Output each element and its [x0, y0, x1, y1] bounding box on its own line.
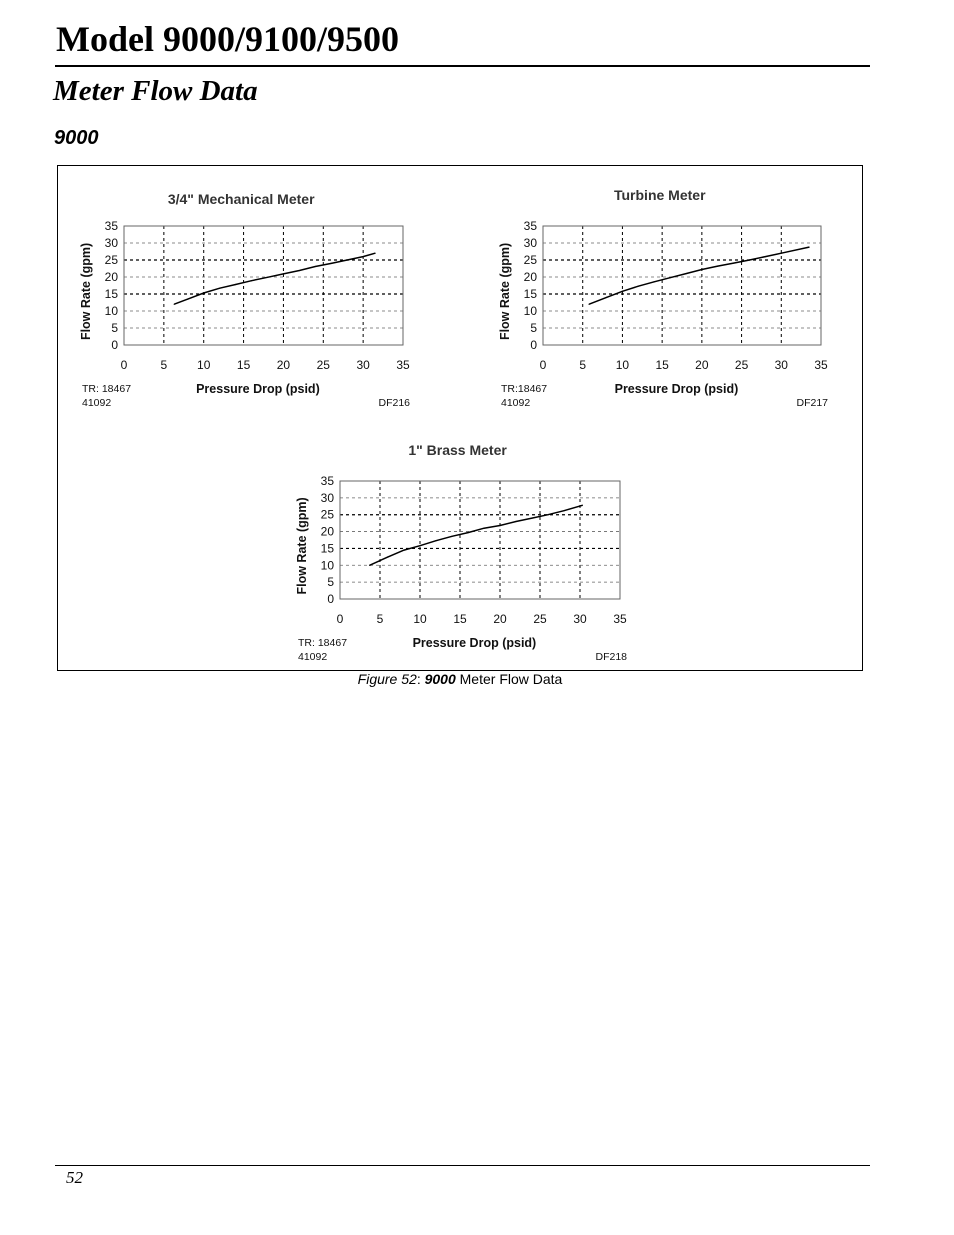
chart3-title: 1" Brass Meter	[408, 442, 507, 458]
chart2-data-point	[733, 262, 734, 263]
chart1-data-point	[347, 259, 348, 260]
chart3-y-tick-label: 25	[320, 507, 334, 522]
caption-label: Figure 52	[357, 671, 417, 687]
chart2-data-point	[685, 273, 686, 274]
section-title: Meter Flow Data	[53, 75, 258, 107]
caption-text: Meter Flow Data	[455, 671, 563, 687]
chart2-data-point	[588, 304, 589, 305]
chart1-x-tick-label: 35	[396, 358, 410, 372]
chart3-data-point	[451, 536, 452, 537]
chart3-data-point	[369, 565, 370, 566]
chart3-plot-area	[340, 481, 620, 599]
chart1-x-tick-label: 0	[120, 358, 128, 372]
chart3-data-point	[547, 514, 548, 515]
chart1-data-point	[375, 253, 376, 254]
chart2-data-point	[654, 281, 655, 282]
chart2-plot-area	[543, 226, 821, 345]
chart2-y-tick-label: 0	[530, 338, 537, 352]
chart2-data-point	[781, 253, 782, 254]
chart2-x-tick-label: 5	[579, 358, 587, 372]
chart3-y-tick-label: 10	[320, 558, 334, 573]
chart2-tr-label: TR:18467	[501, 383, 548, 395]
chart3-y-tick-label: 5	[327, 575, 334, 590]
chart3-data-point	[515, 521, 516, 522]
caption-model: 9000	[424, 671, 456, 687]
chart3-y-tick-label: 30	[320, 490, 334, 505]
chart2-y-tick-label: 25	[523, 253, 537, 267]
chart2-ref-code: DF217	[796, 397, 828, 409]
chart2-x-tick-label: 25	[734, 358, 749, 372]
chart2-y-tick-label: 30	[523, 236, 537, 250]
chart3-data-point	[419, 545, 420, 546]
chart3-x-tick-label: 0	[336, 612, 344, 626]
chart2-data-point	[717, 266, 718, 267]
chart1-ref-code: DF216	[378, 397, 410, 409]
chart1-x-tick-label: 25	[316, 358, 330, 372]
chart3-y-tick-label: 35	[320, 474, 334, 488]
chart1-data-point	[203, 292, 204, 293]
chart1-title: 3/4" Mechanical Meter	[167, 191, 315, 207]
chart3-data-point	[403, 550, 404, 551]
chart2-data-point	[749, 259, 750, 260]
chart2-y-tick-label: 5	[530, 321, 537, 335]
chart1-tr-label: TR: 18467	[82, 383, 132, 395]
chart1-data-point	[363, 256, 364, 257]
chart1-x-tick-label: 20	[276, 358, 291, 372]
chart1-x-tick-label: 5	[160, 358, 168, 372]
chart1-x-tick-label: 10	[197, 358, 211, 372]
chart2-x-tick-label: 0	[539, 358, 547, 372]
chart1-y-tick-label: 15	[104, 287, 118, 301]
chart1-y-tick-label: 5	[111, 321, 118, 335]
caption-separator: :	[416, 671, 425, 687]
chart2-y-tick-label: 20	[523, 270, 537, 284]
chart1-data-point	[331, 263, 332, 264]
chart3-y-axis-label: Flow Rate (gpm)	[295, 497, 309, 595]
chart1-y-tick-label: 35	[104, 219, 118, 233]
chart3-data-point	[483, 528, 484, 529]
chart2-y-tick-label: 10	[523, 304, 537, 318]
chart1-data-point	[174, 304, 175, 305]
chart3-x-tick-label: 20	[493, 612, 507, 626]
chart3-tr-label: TR: 18467	[298, 637, 348, 649]
chart3-x-tick-label: 35	[613, 612, 627, 626]
figure-caption	[0, 671, 920, 687]
chart2-x-axis-label: Pressure Drop (psid)	[614, 382, 739, 396]
chart1-data-point	[219, 288, 220, 289]
chart3-ref-code: DF218	[595, 651, 627, 663]
chart1-data-point	[267, 277, 268, 278]
chart3-data-point	[531, 517, 532, 518]
chart2-y-tick-label: 35	[523, 219, 537, 233]
chart2-x-tick-label: 10	[615, 358, 630, 372]
chart2-data-point	[669, 277, 670, 278]
chart3-data-point	[499, 525, 500, 526]
chart2-data-point	[638, 286, 639, 287]
chart2-tr-code: 41092	[501, 397, 531, 409]
chart1-data-point	[299, 270, 300, 271]
chart1-x-axis-label: Pressure Drop (psid)	[196, 382, 320, 396]
chart1-y-tick-label: 30	[104, 236, 118, 250]
chart1-plot-area	[124, 226, 403, 345]
chart3-data-point	[387, 556, 388, 557]
chart3-y-tick-label: 15	[320, 541, 334, 556]
chart3-y-tick-label: 0	[327, 592, 334, 606]
chart1-data-point	[187, 299, 188, 300]
chart3-x-tick-label: 30	[573, 612, 587, 626]
chart3-x-tick-label: 15	[453, 612, 467, 626]
chart3-x-axis-label: Pressure Drop (psid)	[412, 636, 537, 650]
footer-rule	[55, 1165, 870, 1166]
chart2-y-tick-label: 15	[523, 287, 537, 301]
chart1-y-tick-label: 10	[104, 304, 118, 318]
chart3-x-tick-label: 10	[413, 612, 427, 626]
chart3-data-point	[563, 510, 564, 511]
chart2-title: Turbine Meter	[613, 187, 706, 203]
chart2-x-tick-label: 30	[774, 358, 788, 372]
chart2-data-point	[622, 291, 623, 292]
chart1-x-tick-label: 15	[236, 358, 251, 372]
chart1-data-point	[251, 280, 252, 281]
chart2-data-point	[808, 246, 809, 247]
chart3-data-point	[435, 540, 436, 541]
chart2-data-point	[765, 256, 766, 257]
chart1-tr-code: 41092	[82, 397, 112, 409]
chart1-y-tick-label: 0	[111, 338, 118, 352]
chart1-y-tick-label: 25	[104, 253, 118, 267]
subsection-title: 9000	[54, 127, 99, 149]
chart3-data-point	[582, 505, 583, 506]
chart1-data-point	[283, 273, 284, 274]
chart2-x-tick-label: 35	[814, 358, 828, 372]
chart3-x-tick-label: 25	[533, 612, 547, 626]
chart3-y-tick-label: 20	[320, 524, 334, 539]
chart1-x-tick-label: 30	[356, 358, 370, 372]
page-title: Model 9000/9100/9500	[56, 19, 399, 59]
chart3-data-point	[467, 532, 468, 533]
title-rule	[55, 65, 870, 67]
chart2-data-point	[606, 297, 607, 298]
chart1-y-axis-label: Flow Rate (gpm)	[79, 242, 93, 341]
charts-canvas	[58, 166, 864, 672]
page-number: 52	[66, 1168, 83, 1187]
figure-frame	[57, 165, 863, 671]
chart1-data-point	[235, 284, 236, 285]
chart2-data-point	[701, 269, 702, 270]
chart3-tr-code: 41092	[298, 651, 328, 663]
chart3-x-tick-label: 5	[376, 612, 384, 626]
chart2-x-tick-label: 20	[695, 358, 709, 372]
chart2-y-axis-label: Flow Rate (gpm)	[498, 242, 512, 341]
chart1-data-point	[315, 266, 316, 267]
chart1-y-tick-label: 20	[104, 270, 118, 284]
chart2-x-tick-label: 15	[655, 358, 669, 372]
